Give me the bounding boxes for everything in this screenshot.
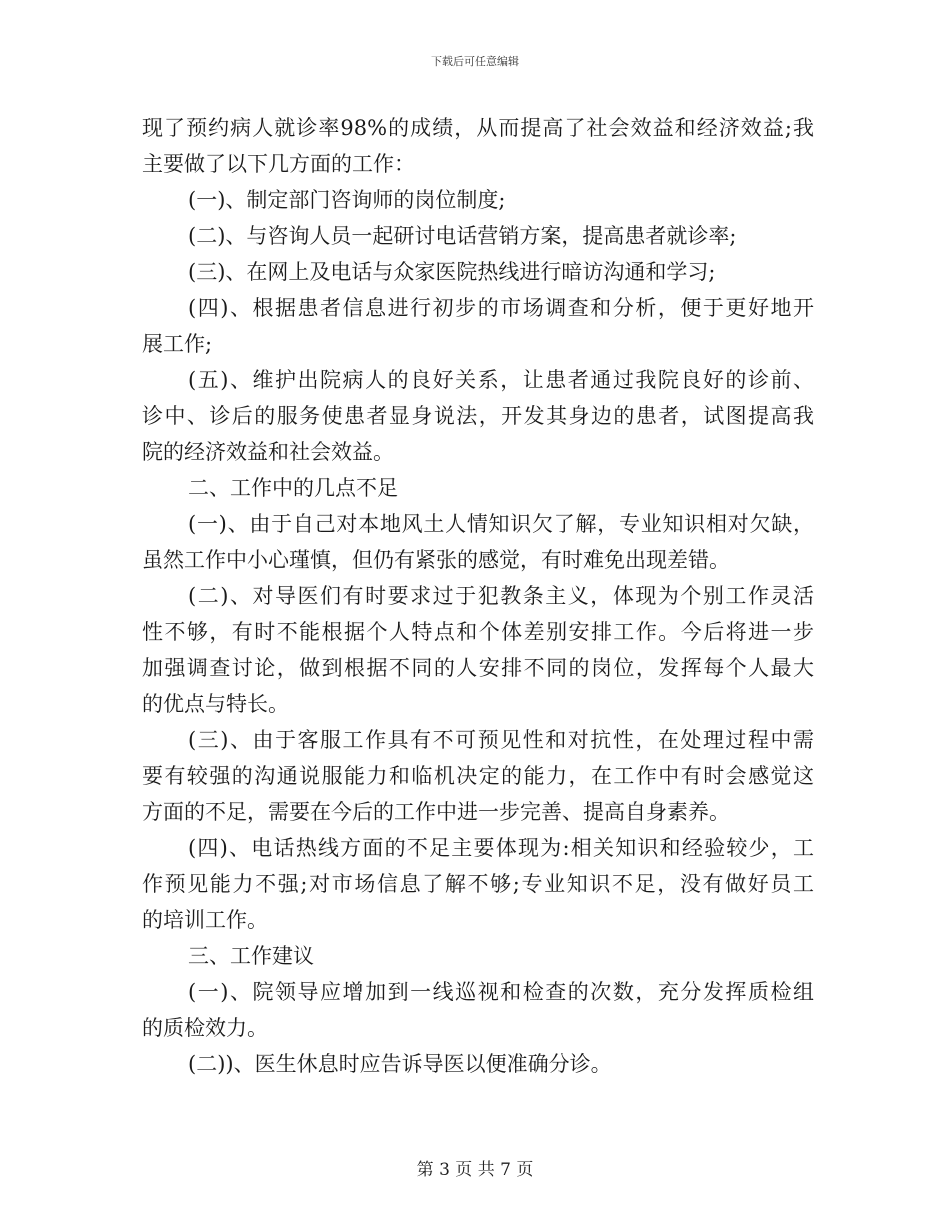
text-line: 方面的不足，需要在今后的工作中进一步完善、提高自身素养。 xyxy=(142,800,730,824)
page-number: 第 3 页 共 7 页 xyxy=(416,1160,534,1180)
text-line: (二)、对导医们有时要求过于犯教条主义，体现为个别工作灵活 xyxy=(188,584,814,608)
text-line: 二、工作中的几点不足 xyxy=(188,476,398,500)
text-line: 现了预约病人就诊率98%的成绩，从而提高了社会效益和经济效益;我 xyxy=(142,116,814,140)
document-body xyxy=(142,110,814,1082)
text-line: 要有较强的沟通说服能力和临机决定的能力，在工作中有时会感觉这 xyxy=(142,764,814,788)
text-line: 的优点与特长。 xyxy=(142,692,289,716)
text-line: 虽然工作中小心瑾慎，但仍有紧张的感觉，有时难免出现差错。 xyxy=(142,548,730,572)
text-line: (三)、在网上及电话与众家医院热线进行暗访沟通和学习; xyxy=(188,260,716,284)
text-line: 的质检效力。 xyxy=(142,1016,268,1040)
text-line: (三)、由于客服工作具有不可预见性和对抗性，在处理过程中需 xyxy=(188,728,814,752)
text-line: 展工作; xyxy=(142,332,213,356)
text-line: (一)、由于自己对本地风土人情知识欠了解，专业知识相对欠缺， xyxy=(188,512,814,536)
text-line: 院的经济效益和社会效益。 xyxy=(142,440,394,464)
text-line: (五)、维护出院病人的良好关系，让患者通过我院良好的诊前、 xyxy=(188,368,814,392)
text-line: 主要做了以下几方面的工作： xyxy=(142,152,415,176)
text-line: 三、工作建议 xyxy=(188,944,314,968)
text-line: (一)、制定部门咨询师的岗位制度; xyxy=(188,188,506,212)
text-line: 诊中、诊后的服务使患者显身说法，开发其身边的患者，试图提高我 xyxy=(142,404,814,428)
text-line: 作预见能力不强;对市场信息了解不够;专业知识不足，没有做好员工 xyxy=(142,872,814,896)
page-header-note: 下载后可任意编辑 xyxy=(431,55,519,68)
text-line: (四)、电话热线方面的不足主要体现为:相关知识和经验较少，工 xyxy=(188,836,814,860)
text-line: 性不够，有时不能根据个人特点和个体差别安排工作。今后将进一步 xyxy=(142,620,814,644)
text-line: (四)、根据患者信息进行初步的市场调查和分析，便于更好地开 xyxy=(188,296,814,320)
text-line: 加强调查讨论，做到根据不同的人安排不同的岗位，发挥每个人最大 xyxy=(142,656,814,680)
text-line: (二)、与咨询人员一起研讨电话营销方案，提高患者就诊率; xyxy=(188,224,737,248)
text-line: 的培训工作。 xyxy=(142,908,268,932)
text-line: (二))、医生休息时应告诉导医以便准确分诊。 xyxy=(188,1052,612,1076)
text-line: (一)、院领导应增加到一线巡视和检查的次数，充分发挥质检组 xyxy=(188,980,814,1004)
